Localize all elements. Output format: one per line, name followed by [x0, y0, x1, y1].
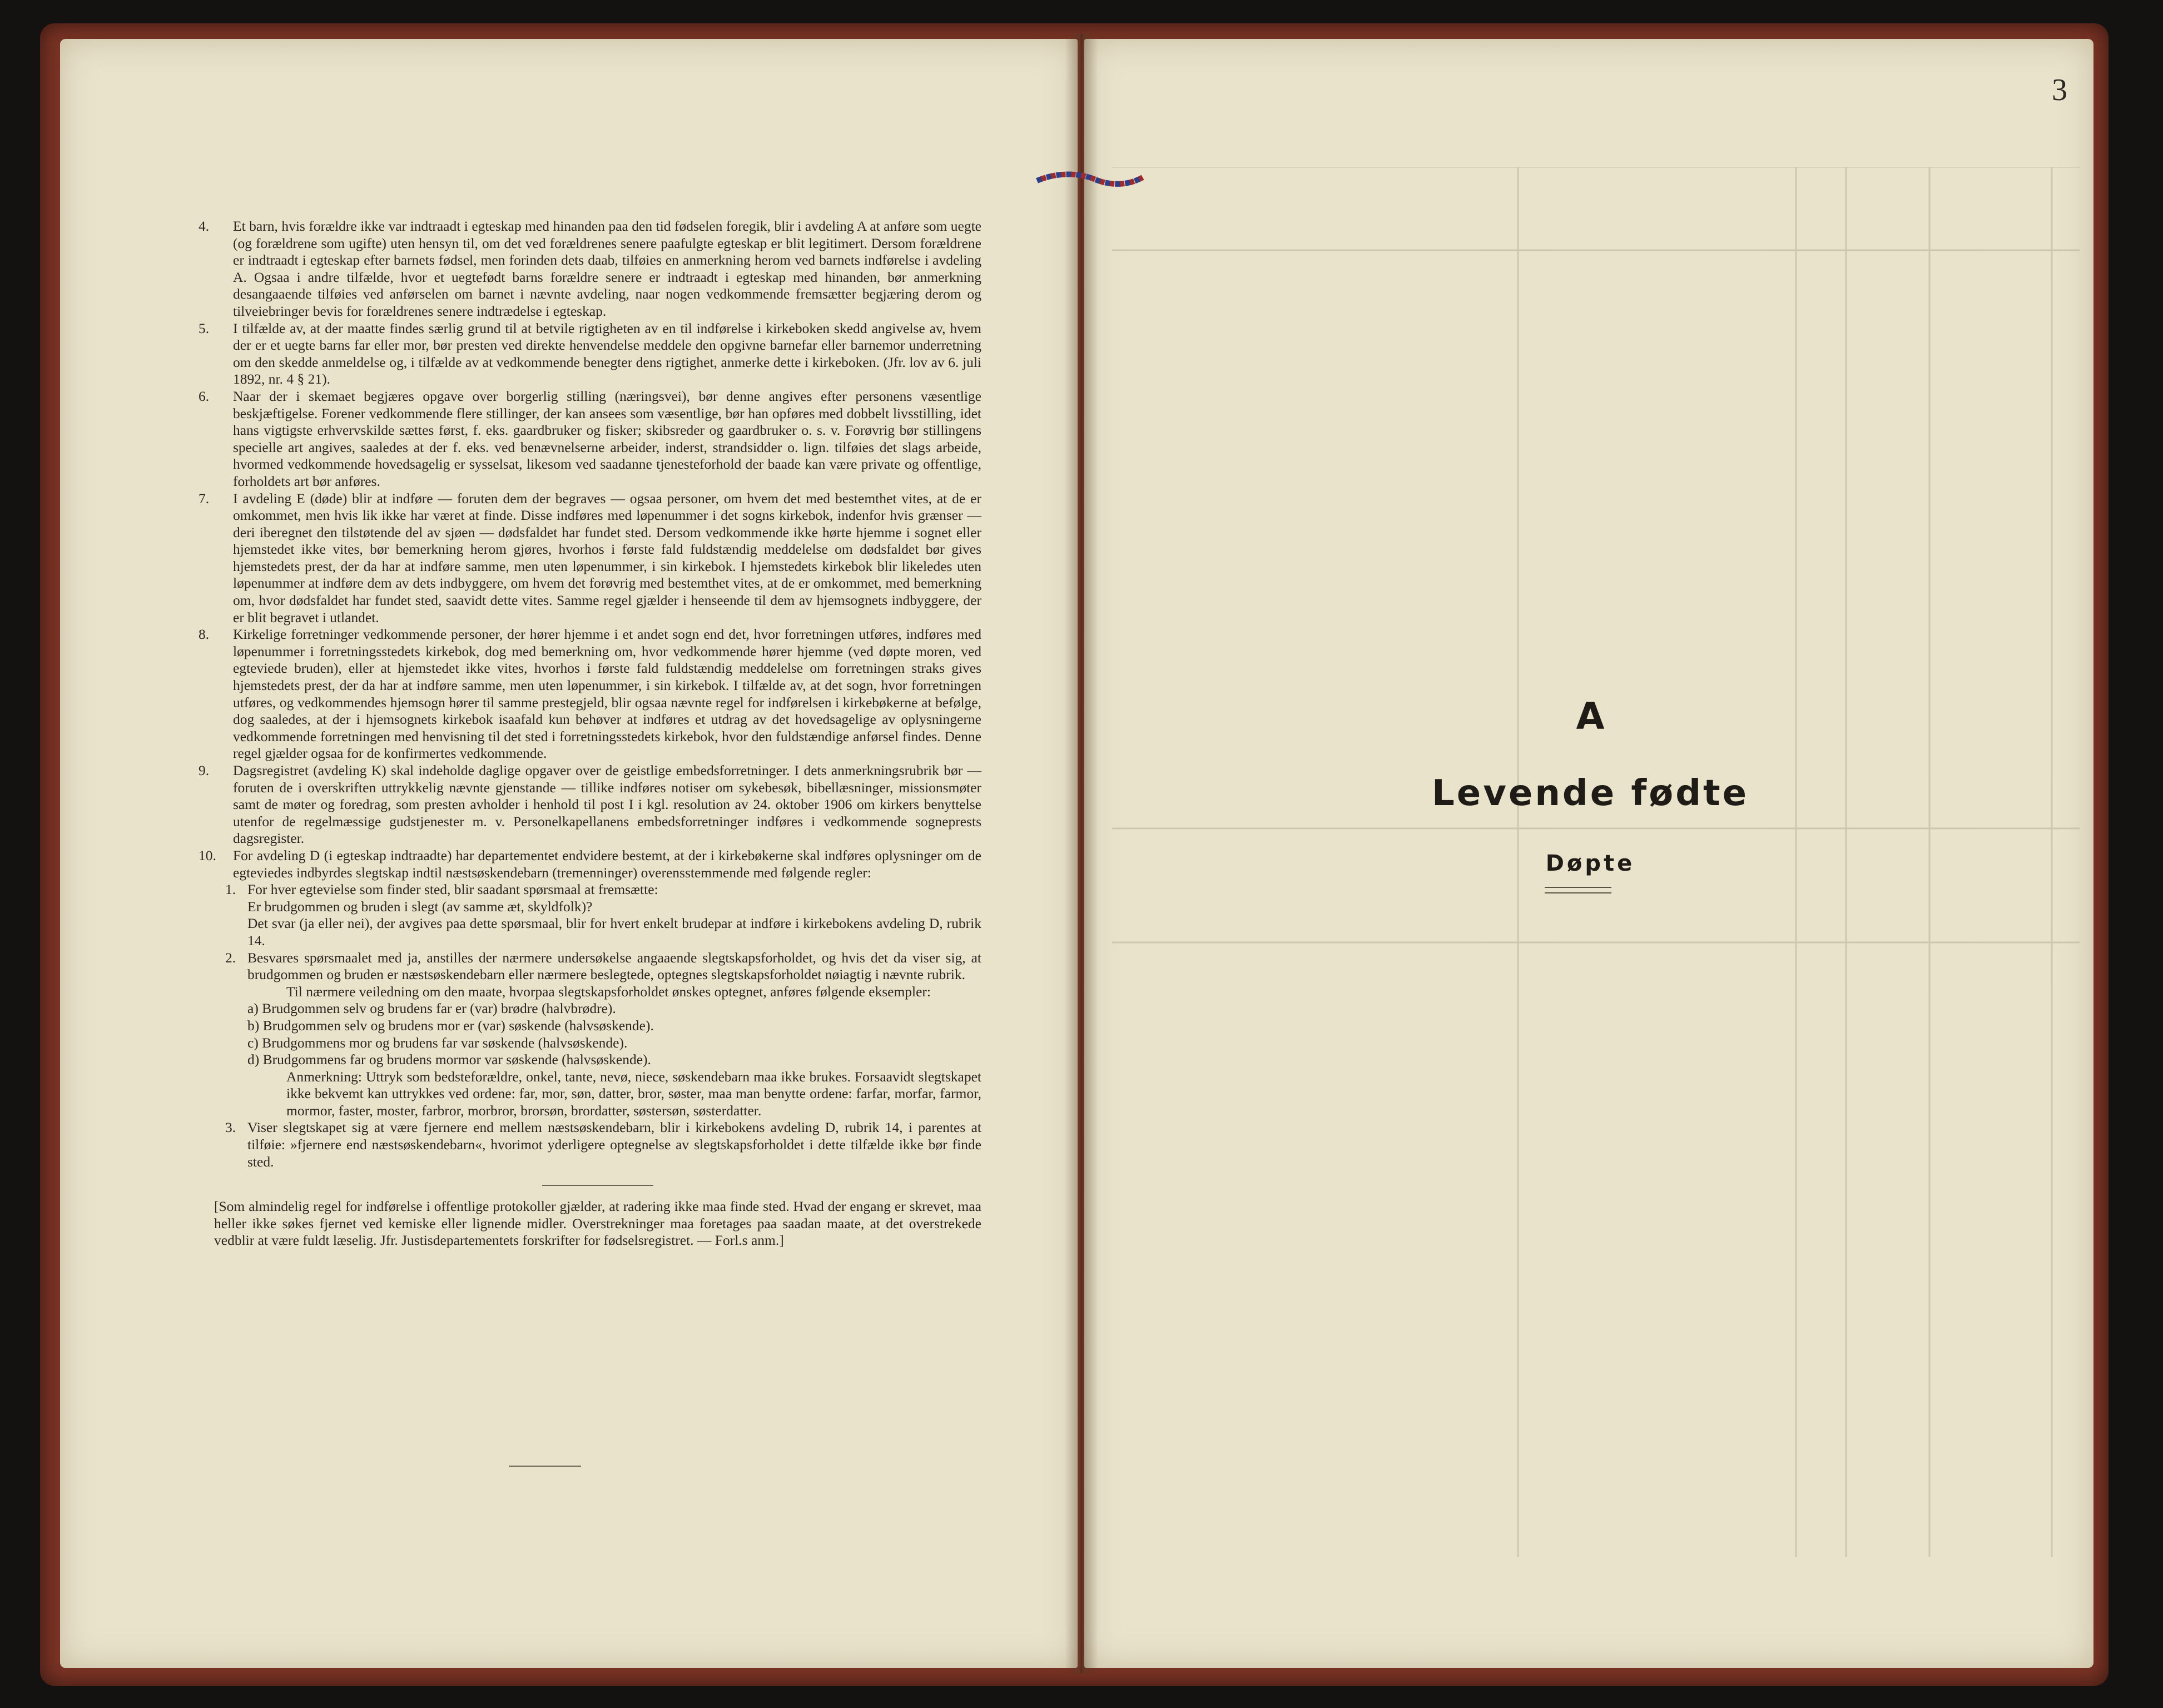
subrule-3: [214, 1119, 981, 1170]
instructions-text: [199, 218, 981, 1249]
rule-10: [199, 847, 981, 881]
rule-6: [199, 388, 981, 490]
page-number: 3: [2052, 73, 2067, 107]
rule-text: Naar der i skemaet begjæres opgave over borgerlig stilling (næringsvei), bør denne angives efter personens væsentlige beskjæftigelse. Forener vedkommende flere stillinger, der kan ansees som væsentlige, bør han opføres med dobbelt livsstilling, idet hans vigtigste erhvervskilde sættes først, f. eks. gaardbruker og fisker; skibsreder og gaardbruker o. s. v. Forøvrig bør stillingens specielle art angives, saaledes at der f. eks. ved benævnelserne arbeider, inderst, strandsidder o. lign. tilføies det slags arbeide, hvormed vedkommende hovedsagelig er sysselsat, likesom ved saadanne tjenesteforhold der baade kan være private og offentlige, forholdets art bør anføres.: [233, 388, 981, 489]
bottom-divider: [509, 1466, 581, 1467]
subrule-number: 1.: [225, 881, 236, 898]
section-letter: A: [1576, 695, 1605, 738]
rule-number: 9.: [199, 762, 210, 778]
subrule-line: Er brudgommen og bruden i slegt (av samme æt, skyldfolk)?: [247, 898, 593, 915]
subrule-1: [214, 881, 981, 949]
section-subtitle: Døpte: [1545, 851, 1635, 876]
rule-9: [199, 762, 981, 847]
rule-7: [199, 490, 981, 627]
subrule-number: 2.: [225, 949, 236, 966]
subrule-line: Til nærmere veiledning om den maate, hvorpaa slegtskapsforholdet ønskes optegnet, anføres følgende eksempler:: [286, 983, 931, 1000]
subrule-line: Det svar (ja eller nei), der avgives paa dette spørsmaal, blir for hvert enkelt brudepar at indføre i kirkebokens avdeling D, rubrik 14.: [247, 915, 981, 949]
double-rule-divider: [1545, 887, 1611, 893]
rule-number: 5.: [199, 320, 210, 336]
example-line: b) Brudgommen selv og brudens mor er (var) søskende (halvsøskende).: [247, 1017, 654, 1034]
subrule-line: For hver egtevielse som finder sted, blir saadant spørsmaal at fremsætte:: [247, 881, 658, 898]
rule-8: [199, 626, 981, 762]
rule-text: I avdeling E (døde) blir at indføre — foruten dem der begraves — ogsaa personer, om hvem det med bestemthet vites, at de er omkommet, men hvis lik ikke har været at finde. Disse indføres med løpenummer i det sogns kirkebok, indenfor hvis grænser — deri iberegnet den tilstøtende del av sjøen — dødsfaldet har fundet sted. Dersom vedkommende ikke hørte hjemme i sognet eller hjemstedet ikke vites, bør bemerkning herom gjøres, hvorhos i første fald fuldstændig meddelelse om dødsfaldet bør gives hjemstedets prest, der da har at indføre samme, men uten løpenummer, i sin kirkebok. I hjemstedets kirkebok blir likeledes uten løpenummer at indføre dem av dets indbyggere, om hvem det forøvrig med bestemthet vites, at de er omkommet, med bemerkning om, hvor dødsfaldet har fundet sted, saavidt dette vites. Samme regel gjælder i henseende til dem av hjemsognets indbyggere, der er blit begravet i utlandet.: [233, 490, 981, 625]
subrule-line: Viser slegtskapet sig at være fjernere end mellem næstsøskendebarn, blir i kirkebokens avdeling D, rubrik 14, i parentes at tilføie: »fjernere end næstsøskendebarn«, hvorimot yderligere optegnelse av slegtskapsforholdet i dette tilfælde ikke bør finde sted.: [247, 1119, 981, 1170]
rule-number: 4.: [199, 218, 210, 234]
rule-number: 8.: [199, 626, 210, 643]
rule-text: Et barn, hvis forældre ikke var indtraadt i egteskap med hinanden paa den tid fødselen foregik, blir i avdeling A at anføre som uegte (og forældrene som ugifte) uten hensyn til, om det ved forældrenes senere paafulgte egteskap er blit legitimert. Dersom forældrene er indtraadt i egteskap efter barnets fødsel, men forinden dets daab, tilføies en anmerkning herom ved barnets indførelse i avdeling A. Ogsaa i andre tilfælde, hvor et uegtefødt barns forældre senere er indtraadt i egteskap med hinanden, bør anmerkning desangaaende tilføies ved anførselen om barnet i nævnte avdeling, naar nogen vedkommende fremsætter begjæring derom og tilveiebringer bevis for forældrenes senere indtrædelse i egteskap.: [233, 218, 981, 319]
book-gutter: [1065, 33, 1098, 1674]
subrule-number: 3.: [225, 1119, 236, 1136]
footer-note: [Som almindelig regel for indførelse i offentlige protokoller gjælder, at radering ikke maa finde sted. Hvad der engang er skrevet, maa heller ikke søkes fjernet ved kemiske eller lignende midler. Overstrekninger maa foretages paa saadan maate, at det overstrekede vedblir at være fuldt læselig. Jfr. Justisdepartementets forskrifter for fødselsregistret. — Forl.s anm.]: [214, 1198, 981, 1249]
rule-text: For avdeling D (i egteskap indtraadte) har departementet endvidere bestemt, at der i kirkebøkerne skal indføres oplysninger om de egteviedes indbyrdes slegtskap indtil næstsøskendebarn (tremenninger) overensstemmende med følgende regler:: [233, 847, 981, 881]
section-title: Levende fødte: [1432, 773, 1749, 814]
subrule-2: [214, 950, 981, 1120]
example-line: d) Brudgommens far og brudens mormor var søskende (halvsøskende).: [247, 1051, 651, 1068]
rule-4: [199, 218, 981, 320]
rule-number: 6.: [199, 388, 210, 404]
rule-number: 10.: [199, 847, 216, 863]
rule-number: 7.: [199, 490, 210, 507]
rule-text: I tilfælde av, at der maatte findes særlig grund til at betvile rigtigheten av en til indførelse i kirkeboken skedd angivelse av, hvem der er et uegte barns far eller mor, bør presten ved direkte henvendelse meddele den opgivne barnefar eller barnemor underretning om den skedde anmeldelse og, i tilfælde av at vedkommende benegter dens rigtighet, anmerke dette i kirkeboken. (Jfr. lov av 6. juli 1892, nr. 4 § 21).: [233, 320, 981, 388]
rule-5: [199, 320, 981, 388]
example-line: a) Brudgommen selv og brudens far er (var) brødre (halvbrødre).: [247, 1000, 616, 1017]
rule-text: Kirkelige forretninger vedkommende personer, der hører hjemme i et andet sogn end det, hvor forretningen utføres, indføres med løpenummer i forretningsstedets kirkebok, dog med bemerkning om, hvor vedkommende hører hjemme (ved døpte moren, ved egteviede bruden), eller at hjemstedet ikke vites, hvorhos i første fald fuldstændig meddelelse om forretningen straks gives hjemstedets prest, der da har at indføre samme, men uten løpenummer, i sin kirkebok. I tilfælde av, at det sogn, hvor forretningen utføres, og vedkommendes hjemsogn hører til samme prestegjeld, blir ogsaa nævnte regel for indførelsen i kirkebøkerne at befølge, dog saaledes, at der i hjemsognets kirkebok isaafald kun behøver at indføres et utdrag av det hovedsagelige av oplysningerne vedkommende forretningen med henvisning til det sted i forretningsstedets kirkebok, hvor den fuldstændige anførsel findes. Denne regel gjælder ogsaa for de konfirmertes vedkommende.: [233, 626, 981, 762]
anmerkning: Anmerkning: Uttryk som bedsteforældre, onkel, tante, nevø, niece, søskendebarn maa ikke brukes. Forsaavidt slegtskapet ikke bekvemt kan uttrykkes ved ordene: far, mor, søn, datter, bror, søster, maa man benytte ordene: farfar, morfar, farmor, mormor, faster, moster, farbror, morbror, brorsøn, brordatter, søstersøn, søsterdatter.: [286, 1068, 981, 1119]
rule-text: Dagsregistret (avdeling K) skal indeholde daglige opgaver over de geistlige embedsforretninger. I dets anmerkningsrubrik bør — foruten de i overskriften uttrykkelig nævnte gjenstande — tillike indføres notiser om sykebesøk, bibellæsninger, missionsmøter samt de møter og foredrag, som presten avholder i henhold til post I i kgl. resolution av 24. oktober 1906 om kirkers benyttelse utenfor de regelmæssige gudstjenester m. v. Personelkapellanens embedsforretninger indføres i vedkommende sogneprests dagsregister.: [233, 762, 981, 847]
example-line: c) Brudgommens mor og brudens far var søskende (halvsøskende).: [247, 1034, 628, 1051]
section-divider: [542, 1185, 653, 1186]
subrule-line: Besvares spørsmaalet med ja, anstilles der nærmere undersøkelse angaaende slegtskapsforholdet, og hvis det da viser sig, at brudgommen og bruden er næstsøskendebarn eller nærmere beslegtede, optegnes slegtskapsforholdet nøiagtig i nævnte rubrik.: [247, 949, 981, 983]
